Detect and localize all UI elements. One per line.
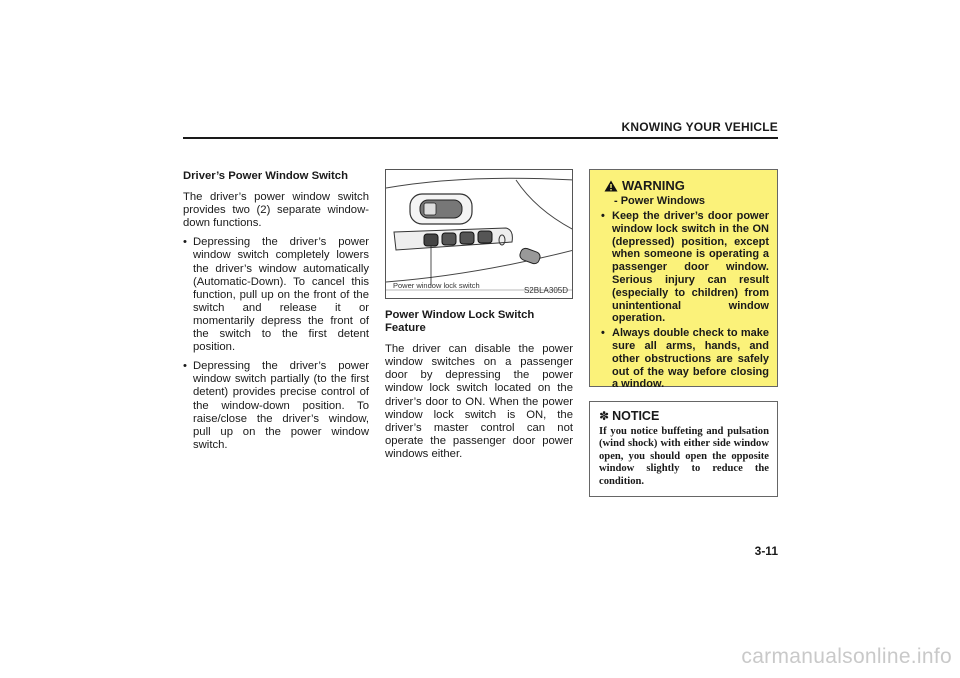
warning-title: WARNING [622,178,685,193]
driver-switch-heading: Driver’s Power Window Switch [183,170,348,182]
notice-title: NOTICE [612,409,660,423]
list-item: • Depressing the driver’s power window switch partially (to the first detent) provides precise control of the window-down position. To raise/close the driver’s window, pull up on the power window switch. [183,360,369,452]
middle-column [385,309,573,467]
lock-feature-heading: Power Window Lock Switch Feature [385,309,535,335]
warning-header [604,178,769,193]
lock-feature-body: The driver can disable the power window switches on a passenger door by depressing the power window lock switch located on the driver’s door to ON. When the power window lock switch is ON, the driver’s master control can not operate the passenger door power windows either. [385,343,573,460]
warning-box [589,169,778,391]
door-switch-illustration [385,169,573,299]
figure-code: S2BLA305D [523,286,568,295]
warning-list [600,210,769,391]
list-item: • Keep the driver’s door power window lock switch in the ON (depressed) position, except when someone is operating a passenger door window. Serious injury can result (especially to children) from unintentional window operation. [600,210,769,325]
watermark: carmanualsonline.info [741,645,952,668]
left-column [183,170,369,458]
notice-text: If you notice buffeting and pulsation (wind shock) with either side window open, you should open the opposite window slightly to reduce the condition. [599,426,769,487]
page-number: 3-11 [754,544,778,558]
notice-asterisk-icon: ✽ [599,409,610,423]
section-title: KNOWING YOUR VEHICLE [621,120,778,134]
notice-box [589,401,778,497]
list-item: • Always double check to make sure all arms, hands, and other obstructions are safely out of the way before closing a window. [600,327,769,391]
door-panel-drawing [386,170,573,299]
list-item: • Depressing the driver’s power window switch completely lowers the driver’s window automatically (Automatic-Down). To cancel this function, pull up on the front of the switch and release it or momentarily depress the front of the switch to the first detent position. [183,236,369,354]
warning-triangle-icon [604,180,618,192]
header-rule [183,137,778,139]
notice-header [599,409,769,423]
figure-callout: Power window lock switch [393,281,480,290]
warning-subtitle: - Power Windows [614,195,705,207]
driver-switch-intro: The driver’s power window switch provides two (2) separate window-down functions. [183,191,369,230]
driver-switch-list [183,236,369,452]
